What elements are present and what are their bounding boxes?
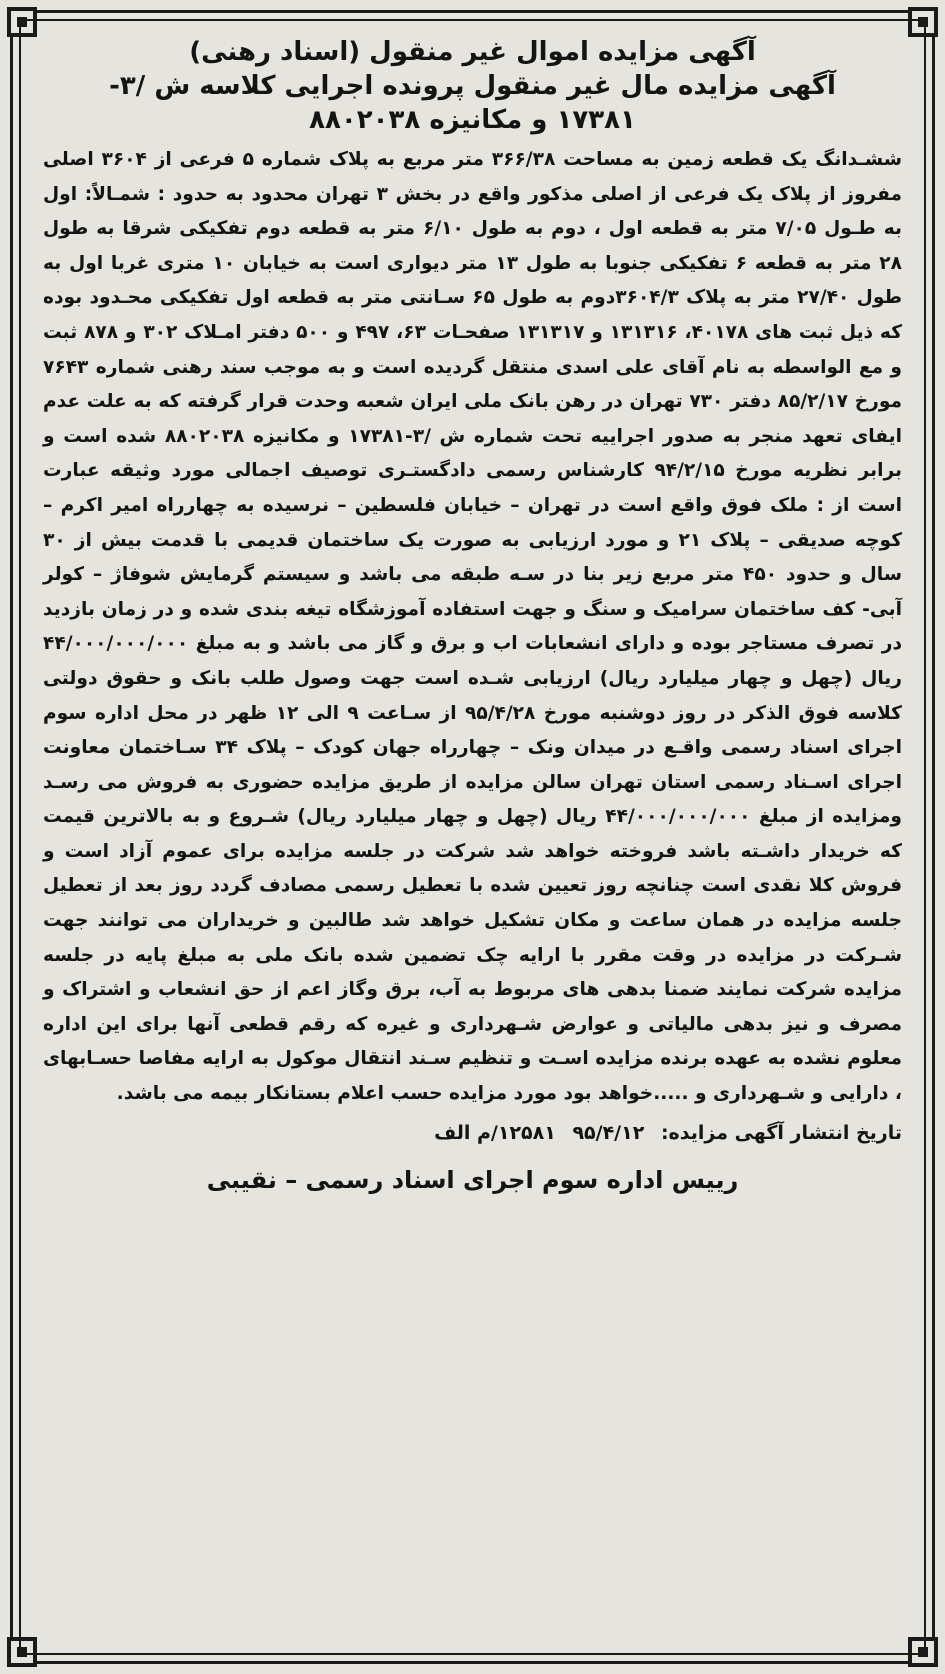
title-line-2: آگهی مزایده مال غیر منقول پرونده اجرایی کلاسه ش /۳-	[109, 71, 836, 101]
signature-line: رییس اداره سوم اجرای اسناد رسمی – نقیبی	[206, 1165, 739, 1194]
publication-line	[43, 1116, 902, 1150]
notice-title	[43, 35, 902, 137]
notice-body: ششـدانگ یک قطعه زمین به مساحت ۳۶۶/۳۸ متر مربع به پلاک شماره ۵ فرعی از ۳۶۰۴ اصلی مفروز از پلاک یک فرعی از اصلی مذکور واقع در بخش ۳ تهران محدود به حدود : شمـالاً: اول به طـول ۷/۰۵ متر به قطعه اول ، دوم به طول ۶/۱۰ متر به قطعه دوم تفکیکی شرقا به طول ۲۸ متر به قطعه ۶ تفکیکی جنوبا به طول ۱۳ متر دیواری است به خیابان ۱۰ متری غربا اول به طول ۲۷/۴۰ متر به پلاک ۳۶۰۴/۳دوم به طول ۶۵ سـانتی متر به قطعه اول تفکیکی محـدود بوده که ذیل ثبت های ۴۰۱۷۸، ۱۳۱۳۱۶ و ۱۳۱۳۱۷ صفحـات ۶۳، ۴۹۷ و ۵۰۰ دفتر امـلاک ۳۰۲ و ۸۷۸ ثبت و مع الواسطه به نام آقای علی اسدی منتقل گردیده است و به موجب سند رهنی شماره ۷۶۴۳ مورخ ۸۵/۲/۱۷ دفتر ۷۳۰ تهران در رهن بانک ملی ایران شعبه وحدت قرار گرفته که به علت عدم ایفای تعهد منجر به صدور اجراییه تحت شماره ش /۳-۱۷۳۸۱ و مکانیزه ۸۸۰۲۰۳۸ شده است و برابر نظریه مورخ ۹۴/۲/۱۵ کارشناس رسمی دادگستـری توصیف اجمالی مورد وثیقه عبارت است از : ملک فوق واقع است در تهران – خیابان فلسطین – نرسیده به چهارراه امیر اکرم – کوچه صدیقی – پلاک ۲۱ و مورد ارزیابی به صورت یک ساختمان قدیمی با قدمت بیش از ۳۰ سال و حدود ۴۵۰ متر مربع زیر بنا در سـه طبقه می باشد و سیستم گرمایش شوفاژ – کولر آبی- کف ساختمان سرامیک و سنگ و جهت استفاده آموزشگاه تیغه بندی شده و در زمان بازدید در تصرف مستاجر بوده و دارای انشعابات اب و برق و گاز می باشد و به مبلغ ۴۴/۰۰۰/۰۰۰/۰۰۰ ریال (چهل و چهار میلیارد ریال) ارزیابی شـده است جهت وصول طلب بانک و حقوق دولتی کلاسه فوق الذکر در روز دوشنبه مورخ ۹۵/۴/۲۸ از سـاعت ۹ الی ۱۲ ظهر در محل اداره سوم اجرای اسناد رسمی واقـع در میدان ونک – چهارراه جهان کودک – پلاک ۳۴ سـاختمان معاونت اجرای اسـناد رسمی استان تهران سالن مزایده از طریق مزایده حضوری به فروش می رسـد ومزایده از مبلغ ۴۴/۰۰۰/۰۰۰/۰۰۰ ریال (چهل و چهار میلیارد ریال) شـروع و به بالاترین قیمت که خریدار داشـته باشد فروخته خواهد شد شرکت در جلسه مزایده برای عموم آزاد است و فروش کلا نقدی است چنانچه روز تعیین شده با تعطیل رسمی مصادف گردد روز بعد از تعطیل جلسه مزایده در همان ساعت و مکان تشکیل خواهد شد طالبین و خریداران می توانند جهت شـرکت در مزایده در وقت مقرر با ارایه چک تضمین شده بانک ملی به مبلغ پایه در جلسه مزایده شرکت نمایند ضمنا بدهی های مربوط به آب، برق وگاز اعم از حق انشعاب و اشتراک و مصرف و نیز بدهی مالیاتی و عوارض شـهرداری و غیره که رقم قطعی آنها برای این اداره معلوم نشده به عهده برنده مزایده اسـت و تنظیم سـند انتقال موکول به ارایه مفاصا حسـابهای ، دارایی و شـهرداری و .....خواهد بود مورد مزایده حسب اعلام بستانکار بیمه می باشد.	[43, 149, 903, 1105]
title-line-1: آگهی مزایده اموال غیر منقول (اسناد رهنی)	[189, 37, 756, 67]
publication-code: ۱۲۵۸۱/م الف	[434, 1121, 556, 1144]
title-line-3: ۱۷۳۸۱ و مکانیزه ۸۸۰۲۰۳۸	[309, 105, 636, 135]
publication-date: ۹۵/۴/۱۲	[572, 1121, 645, 1144]
outer-border	[10, 10, 935, 1664]
inner-border	[19, 19, 926, 1655]
publication-label: تاریخ انتشار آگهی مزایده:	[660, 1121, 902, 1144]
